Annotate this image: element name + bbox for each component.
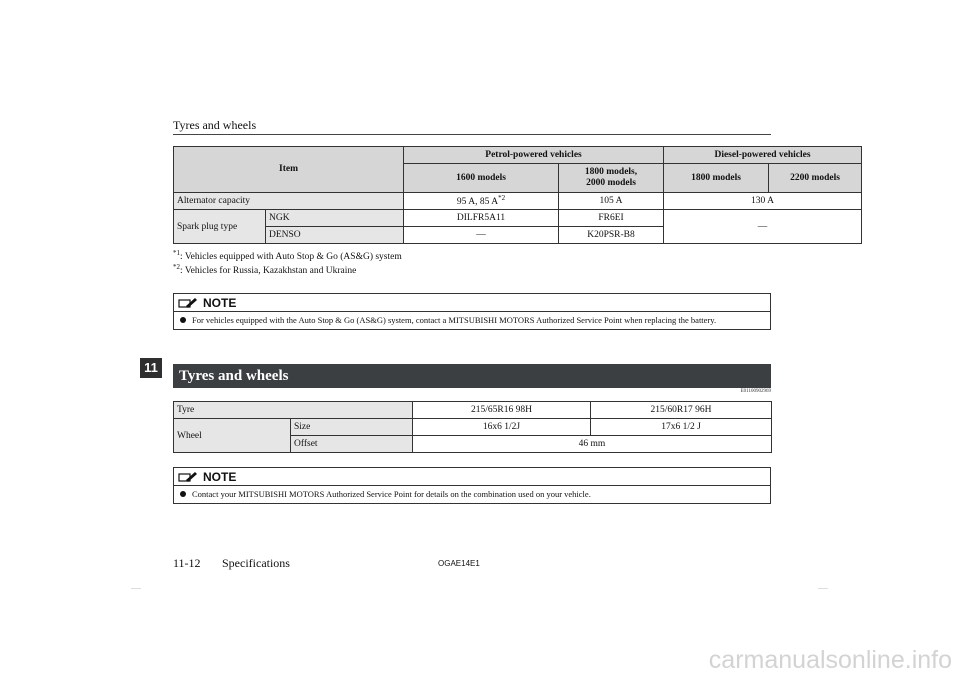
alternator-petrol-1600: 95 A, 85 $A^{*2}$ — [404, 193, 559, 210]
note-text: Contact your MITSUBISHI MOTORS Authorized Service Point for details on the combination used on your vehicle. — [174, 486, 770, 503]
bullet-icon — [180, 491, 186, 497]
note-pencil-icon — [178, 297, 200, 309]
alternator-label: Alternator capacity — [174, 193, 404, 210]
specifications-table — [173, 146, 862, 244]
crop-mark — [131, 588, 141, 589]
size-value-16: 16x6 1/2J — [413, 419, 591, 436]
note-heading: NOTE — [174, 468, 770, 486]
note-box-combination — [173, 467, 771, 504]
bullet-icon — [180, 317, 186, 323]
footer-section-name: Specifications — [222, 556, 290, 570]
offset-label: Offset — [291, 436, 413, 453]
crop-mark — [818, 588, 828, 589]
note-pencil-icon — [178, 471, 200, 483]
spark-plug-ngk-1800-2000: FR6EI — [559, 210, 664, 227]
alternator-diesel: 130 A — [664, 193, 862, 210]
tyre-value-17: 215/60R17 96H — [591, 402, 772, 419]
diesel-1800-header: 1800 models — [664, 164, 769, 193]
header-rule — [173, 134, 771, 135]
footnotes — [173, 250, 402, 278]
size-label: Size — [291, 419, 413, 436]
footnote-1: $^{*1}$: Vehicles equipped with Auto Stop & Go (AS&G) system — [173, 249, 402, 262]
spark-plug-ngk-1600: DILFR5A11 — [404, 210, 559, 227]
spark-plug-label: Spark plug type — [174, 210, 266, 244]
footer-doc-code: OGAE14E1 — [438, 559, 480, 568]
tyre-wheel-table — [173, 401, 772, 453]
tyre-label: Tyre — [174, 402, 413, 419]
note-text: For vehicles equipped with the Auto Stop & Go (AS&G) system, contact a MITSUBISHI MOTORS Authorized Service Point when replacing the battery. — [174, 312, 770, 329]
tyre-value-16: 215/65R16 98H — [413, 402, 591, 419]
watermark: carmanualsonline.info — [708, 646, 952, 674]
running-header-title: Tyres and wheels — [173, 118, 257, 132]
petrol-group-header: Petrol-powered vehicles — [404, 147, 664, 164]
diesel-group-header: Diesel-powered vehicles — [664, 147, 862, 164]
note-heading: NOTE — [174, 294, 770, 312]
spark-plug-denso-1800-2000: K20PSR-B8 — [559, 227, 664, 244]
page-number: 11-12 — [173, 556, 201, 570]
footnote-ref: *2 — [498, 194, 506, 203]
note-box-battery — [173, 293, 771, 330]
chapter-tab: 11 — [140, 358, 162, 378]
petrol-1600-header: 1600 models — [404, 164, 559, 193]
spark-plug-diesel: — — [664, 210, 862, 244]
spark-plug-brand-denso: DENSO — [266, 227, 404, 244]
section-code: E01100902969 — [740, 389, 771, 394]
wheel-label: Wheel — [174, 419, 291, 453]
diesel-2200-header: 2200 models — [769, 164, 862, 193]
offset-value: 46 mm — [413, 436, 772, 453]
petrol-1800-2000-header: 1800 models, 2000 models — [559, 164, 664, 193]
spark-plug-denso-1600: — — [404, 227, 559, 244]
item-header: Item — [174, 147, 404, 193]
alternator-petrol-1800-2000: 105 A — [559, 193, 664, 210]
footnote-2: $^{*2}$: Vehicles for Russia, Kazakhstan and Ukraine — [173, 263, 357, 276]
spark-plug-brand-ngk: NGK — [266, 210, 404, 227]
size-value-17: 17x6 1/2 J — [591, 419, 772, 436]
section-title-banner: Tyres and wheels — [173, 364, 771, 388]
